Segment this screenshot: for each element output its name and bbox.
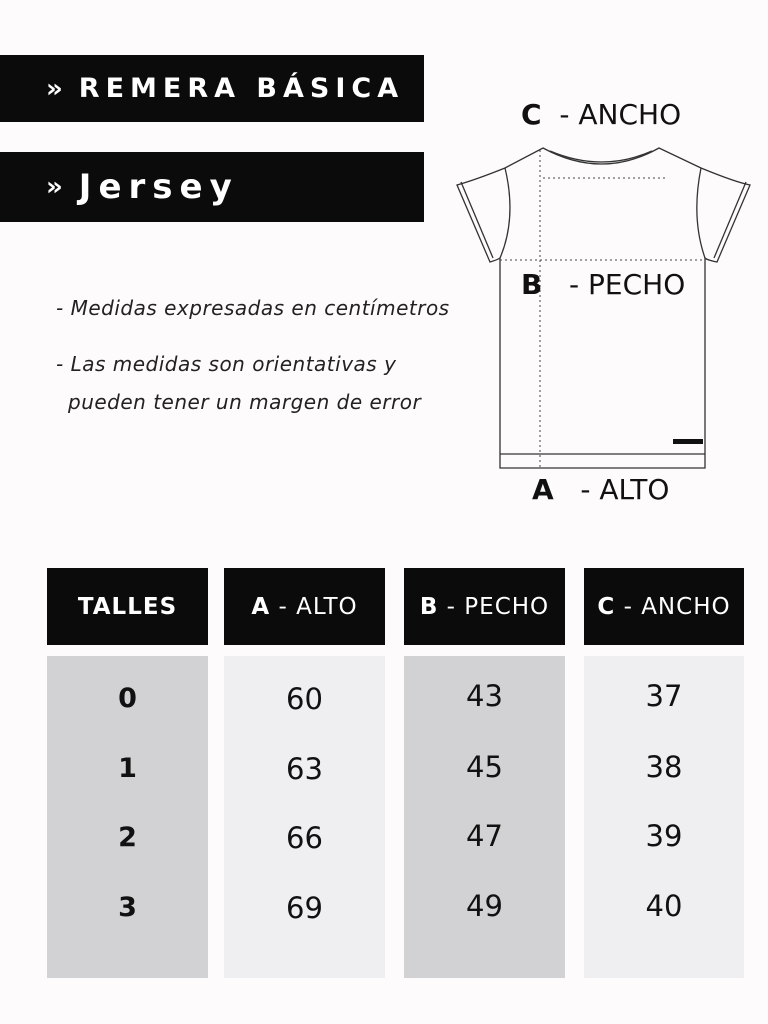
header-ancho-text: - ANCHO — [615, 593, 731, 620]
note-orientative: - Las medidas son orientativas y — [56, 352, 397, 376]
talle-cell: 1 — [118, 753, 137, 784]
pecho-cell: 43 — [466, 679, 503, 713]
alto-cell: 69 — [286, 891, 323, 925]
pecho-cell: 49 — [466, 889, 503, 923]
product-title-banner — [0, 55, 424, 122]
measure-c-letter: C — [521, 98, 542, 131]
pecho-cell: 45 — [466, 750, 503, 784]
ancho-cell: 38 — [645, 750, 683, 784]
measure-c-text: - ANCHO — [559, 98, 682, 131]
header-alto — [224, 568, 385, 645]
column-pecho — [404, 656, 565, 978]
chevron-right-icon: » — [46, 172, 63, 202]
header-pecho-letter: B — [419, 593, 439, 620]
header-ancho — [584, 568, 744, 645]
measure-b-text: - PECHO — [569, 268, 686, 301]
alto-cell: 60 — [286, 682, 323, 716]
header-pecho — [404, 568, 565, 645]
measure-a-text: - ALTO — [580, 473, 670, 506]
fabric-title-banner — [0, 152, 424, 222]
tshirt-diagram-icon — [455, 140, 755, 475]
talle-cell: 0 — [118, 683, 137, 714]
fabric-title: Jersey — [78, 167, 239, 207]
talle-cell: 3 — [118, 892, 137, 923]
header-pecho-text: - PECHO — [438, 593, 550, 620]
header-alto-letter: A — [251, 593, 271, 620]
ancho-cell: 37 — [645, 679, 683, 713]
column-ancho — [584, 656, 744, 978]
measure-a-letter: A — [532, 473, 554, 506]
talle-cell: 2 — [118, 822, 137, 853]
ancho-cell: 40 — [645, 889, 683, 923]
measure-a-label — [532, 473, 669, 506]
header-talles-label: TALLES — [77, 593, 178, 620]
measure-c-label — [521, 98, 681, 131]
alto-cell: 63 — [286, 752, 323, 786]
column-talles — [47, 656, 208, 978]
ancho-cell: 39 — [645, 819, 683, 853]
note-margin: pueden tener un margen de error — [68, 390, 422, 414]
note-units: - Medidas expresadas en centímetros — [56, 296, 450, 320]
alto-cell: 66 — [286, 821, 323, 855]
measure-b-label — [521, 268, 685, 301]
header-talles — [47, 568, 208, 645]
header-ancho-letter: C — [597, 593, 616, 620]
measure-b-letter: B — [521, 268, 543, 301]
header-alto-text: - ALTO — [270, 593, 358, 620]
product-title: REMERA BÁSICA — [78, 73, 405, 104]
pecho-cell: 47 — [466, 819, 503, 853]
chevron-right-icon: » — [46, 73, 63, 104]
column-alto — [224, 656, 385, 978]
